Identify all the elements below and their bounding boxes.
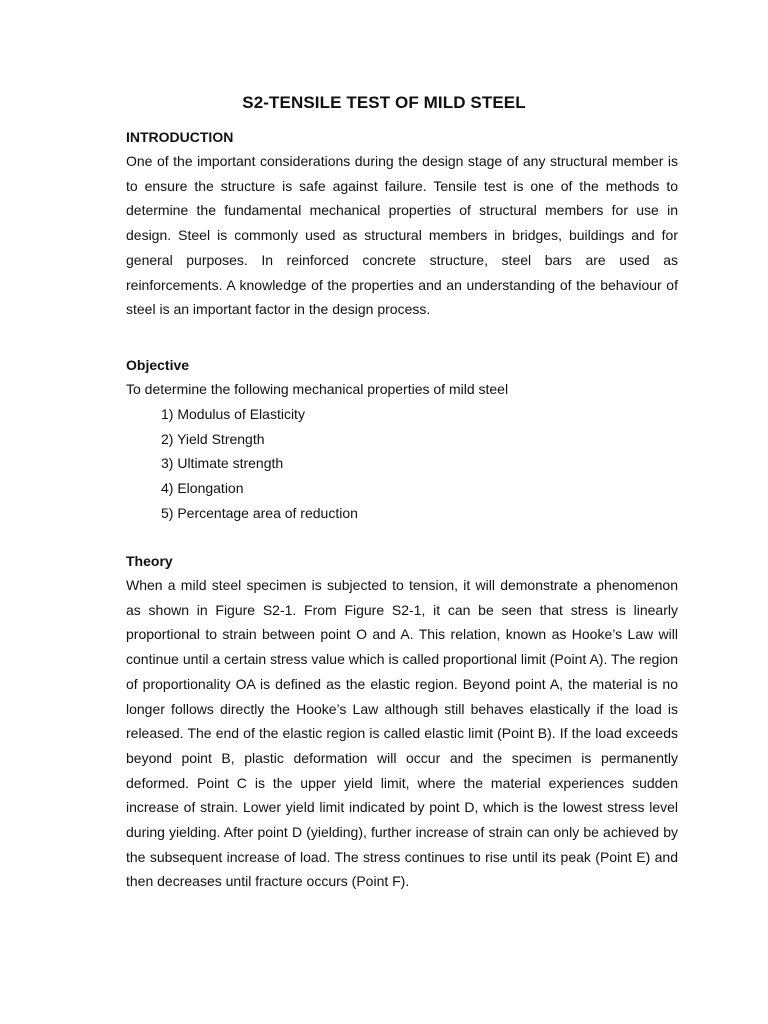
introduction-heading: INTRODUCTION — [126, 129, 234, 145]
list-item: 5) Percentage area of reduction — [161, 504, 358, 521]
list-item: 2) Yield Strength — [161, 430, 265, 447]
theory-paragraph: When a mild steel specimen is subjected to tension, it will demonstrate a phenomenon as shown in Figure S2-1. From Figure S2-1, it can be seen that stress is linearly proportional to strain between point O and A. This relation, known as Hooke’s Law will continue until a certain stress value which is called proportional limit (Point A). The region of proportionality OA is defined as the elastic region. Beyond point A, the material is no longer follows directly the Hooke’s Law although still behaves elastically if the load is released. The end of the elastic region is called elastic limit (Point B). If the load exceeds beyond point B, plastic deformation will occur and the specimen is permanently deformed. Point C is the upper yield limit, where the material experiences sudden increase of strain. Lower yield limit indicated by point D, which is the lowest stress level during yielding. After point D (yielding), further increase of strain can only be achieved by the subsequent increase of load. The stress continues to rise until its peak (Point E) and then decreases until fracture occurs (Point F). — [126, 577, 678, 890]
list-item: 3) Ultimate strength — [161, 455, 284, 472]
list-item: 4) Elongation — [161, 480, 244, 497]
page-title: S2-TENSILE TEST OF MILD STEEL — [242, 93, 526, 112]
theory-heading: Theory — [126, 553, 173, 569]
objective-intro: To determine the following mechanical properties of mild steel — [126, 381, 509, 397]
introduction-paragraph: One of the important considerations during the design stage of any structural member is to ensure the structure is safe against failure. Tensile test is one of the methods to determine the fundamental mechanical properties of structural members for use in design. Steel is commonly used as structural members in bridges, buildings and for general purposes. In reinforced concrete structure, steel bars are used as reinforcements. A knowledge of the properties and an understanding of the behaviour of steel is an important factor in the design process. — [126, 153, 678, 318]
objective-list — [161, 402, 358, 526]
objective-heading: Objective — [126, 357, 190, 373]
list-item: 1) Modulus of Elasticity — [161, 406, 305, 422]
